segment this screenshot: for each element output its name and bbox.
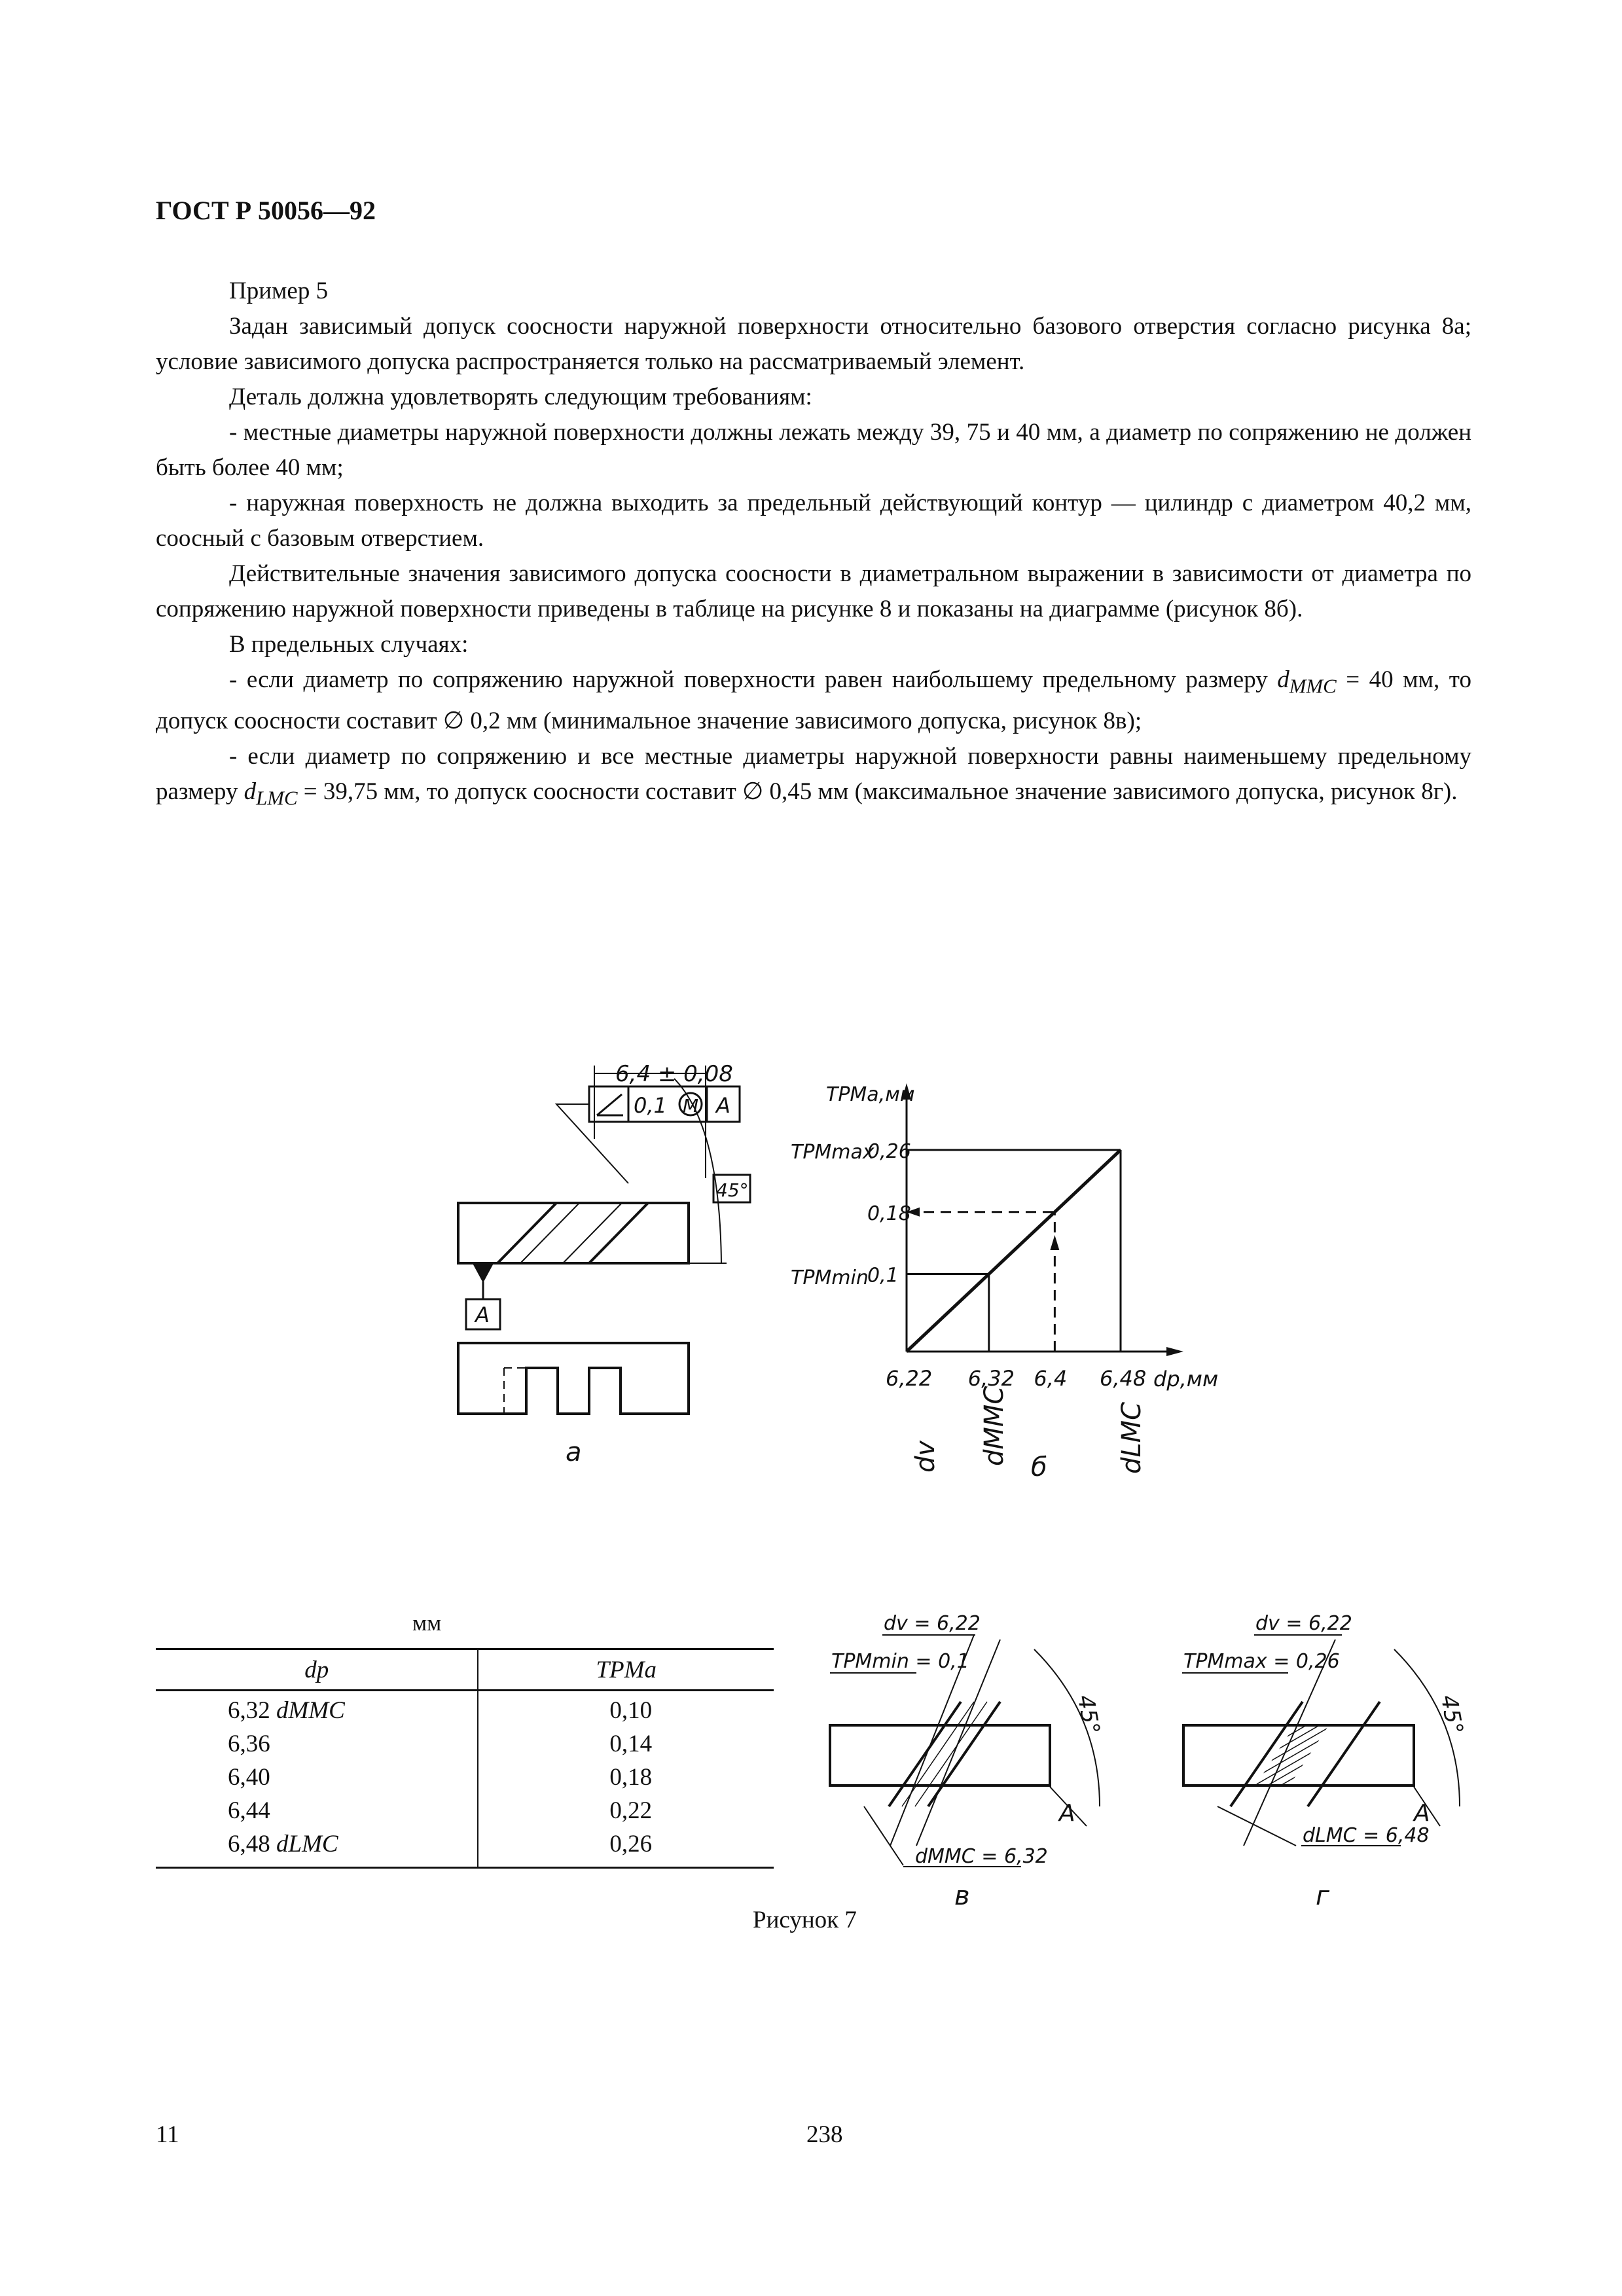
series-line xyxy=(907,1150,1121,1352)
svg-text:A: A xyxy=(716,1093,730,1118)
figure-b-chart xyxy=(791,1083,1218,1482)
svg-text:TPMmin = 0,1: TPMmin = 0,1 xyxy=(831,1650,969,1673)
table-row: 6,32 dMMC 0,10 xyxy=(156,1691,774,1725)
paragraph: - наружная поверхность не должна выходить за предельный действующий контур — цилиндр с диаметром 40,2 мм, соосный с базовым отверстием. xyxy=(156,490,1471,552)
y-tick-label: 0,1 xyxy=(867,1264,899,1287)
dashed-arrow xyxy=(1050,1235,1059,1250)
svg-text:A: A xyxy=(1059,1800,1075,1827)
paragraph: В предельных случаях: xyxy=(229,631,469,658)
example-title: Пример 5 xyxy=(229,278,329,304)
svg-text:dMMC = 6,32: dMMC = 6,32 xyxy=(915,1845,1048,1868)
table-header-tp: TPMa xyxy=(478,1649,774,1691)
datum-label: A xyxy=(475,1302,490,1327)
x-vert-label-dv: dv xyxy=(910,1440,941,1473)
table-row: 6,36 0,14 xyxy=(156,1725,774,1758)
figure-v xyxy=(830,1612,1105,1911)
x-tick-label: 6,22 xyxy=(886,1366,933,1391)
side-number: 11 xyxy=(156,2121,179,2148)
paragraph: Действительные значения зависимого допуска соосности в диаметральном выражении в зависимости от диаметра по сопряжению наружной поверхности приведены в таблице на рисунке 8 и показаны на диаграмме (рисунок 8б). xyxy=(156,560,1471,622)
svg-text:M: M xyxy=(683,1095,699,1117)
y-tick-label: 0,26 xyxy=(867,1140,911,1163)
svg-text:dv = 6,22: dv = 6,22 xyxy=(884,1612,981,1635)
figure-a xyxy=(458,1061,750,1467)
paragraph: Задан зависимый допуск соосности наружной поверхности относительно базового отверстия согласно рисунка 8а; условие зависимого допуска распространяется только на рассматриваемый элемент. xyxy=(156,313,1471,375)
dim-label: 6,4 ± 0,08 xyxy=(615,1061,733,1087)
svg-text:г: г xyxy=(1316,1881,1330,1911)
x-vert-label-dlmc: dLMC xyxy=(1117,1401,1147,1474)
tp-max-label: TPMmax xyxy=(791,1141,874,1164)
table-row: 6,44 0,22 xyxy=(156,1791,774,1825)
angularity-icon xyxy=(597,1094,623,1115)
paragraph: - местные диаметры наружной поверхности должны лежать между 39, 75 и 40 мм, а диаметр по сопряжению не должен быть более 40 мм; xyxy=(156,419,1471,481)
table-row: 6,40 0,18 xyxy=(156,1758,774,1791)
figure-caption: Рисунок 7 xyxy=(753,1907,857,1933)
angle-box: 45° xyxy=(716,1179,749,1201)
svg-text:в: в xyxy=(954,1881,970,1911)
table-header-dp: dp xyxy=(156,1649,478,1691)
x-axis-label: dp,мм xyxy=(1153,1367,1219,1391)
data-table xyxy=(156,1648,774,1869)
svg-text:TPMmax = 0,26: TPMmax = 0,26 xyxy=(1183,1650,1340,1673)
svg-text:45°: 45° xyxy=(1435,1693,1468,1736)
svg-text:dv = 6,22: dv = 6,22 xyxy=(1255,1612,1352,1635)
x-axis-arrow xyxy=(1166,1347,1183,1356)
page-number: 238 xyxy=(806,2121,843,2148)
tp-min-label: TPMmin xyxy=(791,1266,869,1289)
x-tick-label: 6,48 xyxy=(1100,1366,1147,1391)
document-header: ГОСТ Р 50056—92 xyxy=(156,196,376,225)
svg-text:dLMC = 6,48: dLMC = 6,48 xyxy=(1303,1824,1430,1847)
paragraph: - если диаметр по сопряжению и все местные диаметры наружной поверхности равны наименьшему предельному размеру $d_{LMC} = 39,75$ мм, то допуск соосности составит ∅ 0,45 мм (максимальное значение зависимого допуска, рисунок 8г). xyxy=(156,743,1471,810)
table-row: 6,48 dLMC 0,26 xyxy=(156,1825,774,1868)
paragraph: - если диаметр по сопряжению наружной поверхности равен наибольшему предельному размеру $d_{MMC} = 40$ мм, то допуск соосности составит ∅ 0,2 мм (минимальное значение зависимого допуска, рисунок 8в); xyxy=(156,666,1471,735)
x-tick-label: 6,4 xyxy=(1034,1366,1068,1391)
y-tick-label: 0,18 xyxy=(867,1202,911,1225)
sub-label-a: а xyxy=(566,1437,582,1467)
svg-text:A: A xyxy=(1414,1800,1430,1827)
paragraph: Деталь должна удовлетворять следующим требованиям: xyxy=(229,384,812,410)
y-axis-label: TPMa,мм xyxy=(826,1083,915,1106)
figure-g xyxy=(1182,1612,1468,1911)
sub-label-b: б xyxy=(1031,1452,1047,1482)
svg-text:45°: 45° xyxy=(1072,1693,1105,1736)
x-tick-label: 6,32 xyxy=(967,1366,1015,1391)
svg-text:0,1: 0,1 xyxy=(634,1093,667,1118)
x-vert-label-dmmc: dMMC xyxy=(979,1386,1009,1466)
table-unit: мм xyxy=(412,1610,442,1636)
